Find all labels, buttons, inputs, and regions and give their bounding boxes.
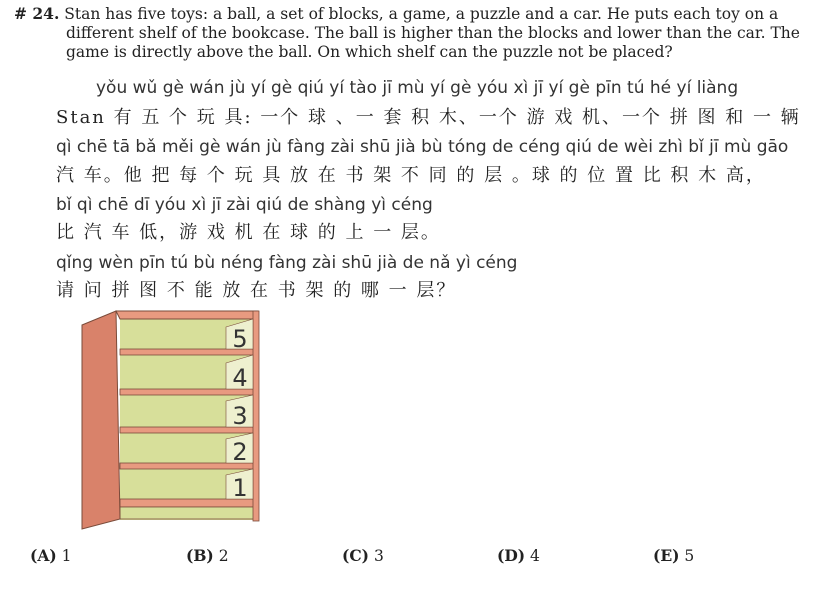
problem-number: # 24. xyxy=(14,4,60,23)
pinyin-line-2: qì chē tā bǎ měi gè wán jù fàng zài shū jià bù tóng de céng qiú de wèi zhì bǐ jī mù gāo xyxy=(56,137,789,157)
shelf-label-5: 5 xyxy=(232,325,248,353)
english-line-1: Stan has five toys: a ball, a set of blocks, a game, a puzzle and a car. He puts each toy on a xyxy=(64,5,779,23)
choice-b-letter: (B) xyxy=(186,546,214,565)
choice-c-value: 3 xyxy=(373,547,384,565)
pinyin-line-4: qǐng wèn pīn tú bù néng fàng zài shū jià de nǎ yì céng xyxy=(56,253,518,273)
choice-d[interactable] xyxy=(497,546,540,565)
bookcase-top xyxy=(116,311,258,319)
pinyin-line-3: bǐ qì chē dī yóu xì jī zài qiú de shàng yì céng xyxy=(56,195,433,215)
chinese-line-3: 比 汽 车 低，游 戏 机 在 球 的 上 一 层。 xyxy=(56,222,441,243)
shelf-label-2: 2 xyxy=(232,438,248,466)
english-line-2: different shelf of the bookcase. The ball is higher than the blocks and lower than the car. The xyxy=(66,24,800,42)
english-line-3: game is directly above the ball. On which shelf can the puzzle not be placed? xyxy=(66,43,673,61)
choice-a[interactable] xyxy=(30,546,72,565)
choice-b[interactable] xyxy=(186,546,229,565)
bookcase-illustration xyxy=(78,305,263,535)
choice-d-value: 4 xyxy=(530,547,540,565)
choice-e-letter: (E) xyxy=(653,546,680,565)
bookcase-right-edge xyxy=(253,311,259,521)
chinese-line-1: Stan 有 五 个 玩 具: 一个 球 、一 套 积 木、一个 游 戏 机、一个 拼 图 和 一 辆 xyxy=(56,107,801,128)
choice-a-letter: (A) xyxy=(30,546,57,565)
problem-line-1 xyxy=(14,4,814,24)
choice-d-letter: (D) xyxy=(497,546,526,565)
shelf-label-4: 4 xyxy=(232,364,248,392)
choice-c[interactable] xyxy=(342,546,384,565)
chinese-line-2: 汽 车。他 把 每 个 玩 具 放 在 书 架 不 同 的 层 。球 的 位 置 比 积 木 高， xyxy=(56,165,766,186)
bookcase-base xyxy=(120,507,258,519)
choice-a-value: 1 xyxy=(61,547,72,565)
choice-b-value: 2 xyxy=(218,547,229,565)
problem-statement xyxy=(14,4,814,62)
choice-e[interactable] xyxy=(653,546,694,565)
shelf-label-3: 3 xyxy=(232,402,248,430)
bookcase-left-side xyxy=(82,311,120,529)
pinyin-line-1: yǒu wǔ gè wán jù yí gè qiú yí tào jī mù yí gè yóu xì jī yí gè pīn tú hé yí liàng xyxy=(96,78,739,98)
shelf-label-1: 1 xyxy=(232,474,248,502)
choice-e-value: 5 xyxy=(684,547,695,565)
choice-c-letter: (C) xyxy=(342,546,370,565)
chinese-line-4: 请 问 拼 图 不 能 放 在 书 架 的 哪 一 层？ xyxy=(56,280,457,301)
